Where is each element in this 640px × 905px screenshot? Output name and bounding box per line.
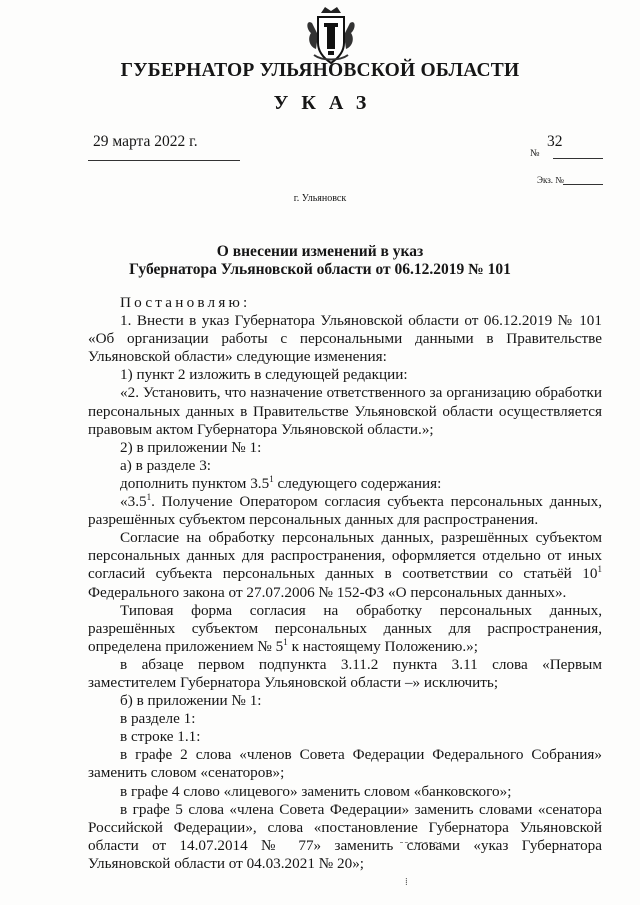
- date-underline: [88, 160, 240, 161]
- text: . Получение Оператором согласия субъекта персональных данных, разрешённых субъектом персональных данных для распространения.: [88, 493, 602, 529]
- paragraph: «2. Установить, что назначение ответственного за организацию обработки персональных данных в Правительстве Ульяновской области осуществляется правовым актом Губернатора Ульяновской области.»;: [88, 384, 602, 438]
- coat-of-arms-icon: [304, 5, 358, 67]
- text: Федерального закона от 27.07.2006 № 152-ФЗ «О персональных данных».: [88, 583, 567, 601]
- text: следующего содержания:: [273, 474, 442, 492]
- superscript: 1: [597, 564, 602, 575]
- city-name: г. Ульяновск: [293, 193, 347, 204]
- paragraph: [88, 602, 602, 656]
- number-label: №: [530, 148, 540, 159]
- title-line-1: О внесении изменений в указ: [216, 243, 424, 260]
- paragraph: [88, 493, 602, 529]
- document-date: 29 марта 2022 г.: [93, 133, 198, 150]
- superscript: 1: [269, 473, 274, 484]
- copy-number-underline: [563, 184, 603, 185]
- authority-title: ГУБЕРНАТОР УЛЬЯНОВСКОЙ ОБЛАСТИ: [120, 60, 520, 81]
- paragraph: 1) пункт 2 изложить в следующей редакции:: [120, 366, 408, 384]
- document-type: УКАЗ: [273, 92, 380, 114]
- paragraph: в абзаце первом подпункта 3.11.2 пункта 3.11 слова «Первым заместителем Губернатора Ульяновской области –» исключить;: [88, 655, 602, 691]
- document-title: [0, 243, 640, 279]
- text: Согласие на обработку персональных данных, разрешённых субъектом персональных данных для распространения, оформляется отдельно от иных согласий субъекта персональных данных в соответствии со статьёй 10: [88, 529, 602, 583]
- paragraph: 2) в приложении № 1:: [120, 438, 262, 456]
- paragraph: [88, 529, 602, 601]
- text: к настоящему Положению.»;: [287, 637, 478, 655]
- superscript: 1: [146, 492, 152, 503]
- number-underline: [553, 158, 603, 159]
- text: дополнить пунктом 3.5: [120, 474, 270, 492]
- paragraph: б) в приложении № 1:: [120, 692, 262, 710]
- paragraph: в графе 2 слова «членов Совета Федерации Федерального Собрания» заменить словом «сенаторов»;: [88, 746, 602, 782]
- text: Типовая форма согласия на обработку персональных данных, разрешённых субъектом персональных данных для распространения, определена приложением № 5: [88, 601, 602, 655]
- document-body: [88, 294, 602, 873]
- paragraph: в разделе 1:: [120, 710, 196, 728]
- continuation-mark: [400, 842, 442, 843]
- paragraph: [88, 475, 602, 493]
- title-line-2: Губернатора Ульяновской области от 06.12.2019 № 101: [129, 261, 511, 278]
- decree-intro: Постановляю:: [120, 294, 251, 311]
- text: «3.5: [120, 493, 147, 511]
- paragraph: а) в разделе 3:: [120, 456, 212, 474]
- paragraph: в графе 5 слова «члена Совета Федерации» заменить словами «сенатора Российской Федерации», слова «постановление Губернатора Ульяновской области от 14.07.2014 № 77» заменить словами «указ Губернатора Ульяновской области от 04.03.2021 № 20»;: [88, 800, 602, 872]
- page-mark: ⁞: [405, 877, 408, 888]
- paragraph: 1. Внести в указ Губернатора Ульяновской области от 06.12.2019 № 101 «Об организации работы с персональными данными в Правительстве Ульяновской области» следующие изменения:: [88, 312, 602, 366]
- document-number: 32: [547, 133, 563, 150]
- paragraph: в графе 4 слово «лицевого» заменить словом «банковского»;: [120, 782, 512, 800]
- superscript: 1: [283, 636, 288, 647]
- paragraph: в строке 1.1:: [120, 728, 201, 746]
- copy-number-label: Экз. №: [537, 175, 564, 185]
